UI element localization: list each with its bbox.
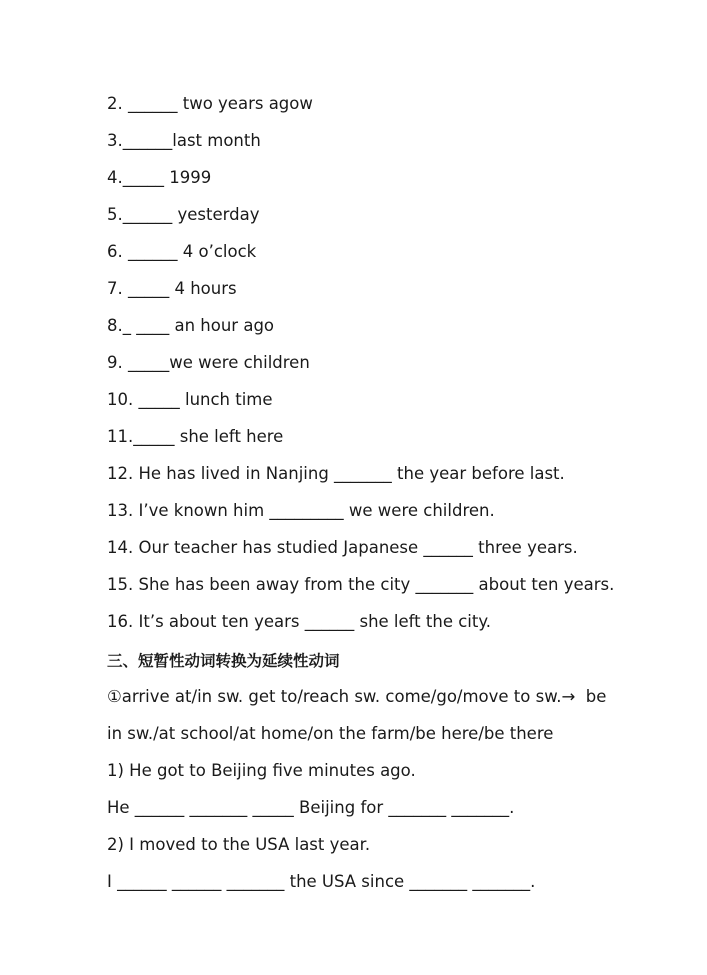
conversion-item: 1) He got to Beijing five minutes ago. (107, 761, 416, 780)
exercise-item: 16. It’s about ten years ______ she left the city. (107, 612, 492, 631)
exercise-item: 6. ______ 4 o’clock (107, 242, 257, 261)
exercise-item: 5.______ yesterday (107, 205, 260, 224)
exercise-item: 4._____ 1999 (107, 168, 212, 187)
conversion-item: I ______ ______ _______ the USA since _______ _______. (107, 872, 536, 891)
exercise-item: 10. _____ lunch time (107, 390, 273, 409)
rule-line: in sw./at school/at home/on the farm/be here/be there (107, 724, 554, 743)
rule-line: ①arrive at/in sw. get to/reach sw. come/go/move to sw.→ be (107, 687, 607, 706)
exercise-item: 12. He has lived in Nanjing _______ the year before last. (107, 464, 565, 483)
exercise-item: 11._____ she left here (107, 427, 284, 446)
exercise-item: 3.______last month (107, 131, 261, 150)
section-heading: 三、短暂性动词转换为延续性动词 (107, 652, 340, 670)
exercise-item: 15. She has been away from the city _______ about ten years. (107, 575, 615, 594)
exercise-item: 9. _____we were children (107, 353, 310, 372)
exercise-item: 7. _____ 4 hours (107, 279, 237, 298)
conversion-item: He ______ _______ _____ Beijing for _______ _______. (107, 798, 515, 817)
exercise-item: 14. Our teacher has studied Japanese ______ three years. (107, 538, 578, 557)
exercise-item: 13. I’ve known him _________ we were children. (107, 501, 495, 520)
exercise-item: 2. ______ two years agow (107, 94, 313, 113)
exercise-item: 8._ ____ an hour ago (107, 316, 275, 335)
conversion-item: 2) I moved to the USA last year. (107, 835, 371, 854)
